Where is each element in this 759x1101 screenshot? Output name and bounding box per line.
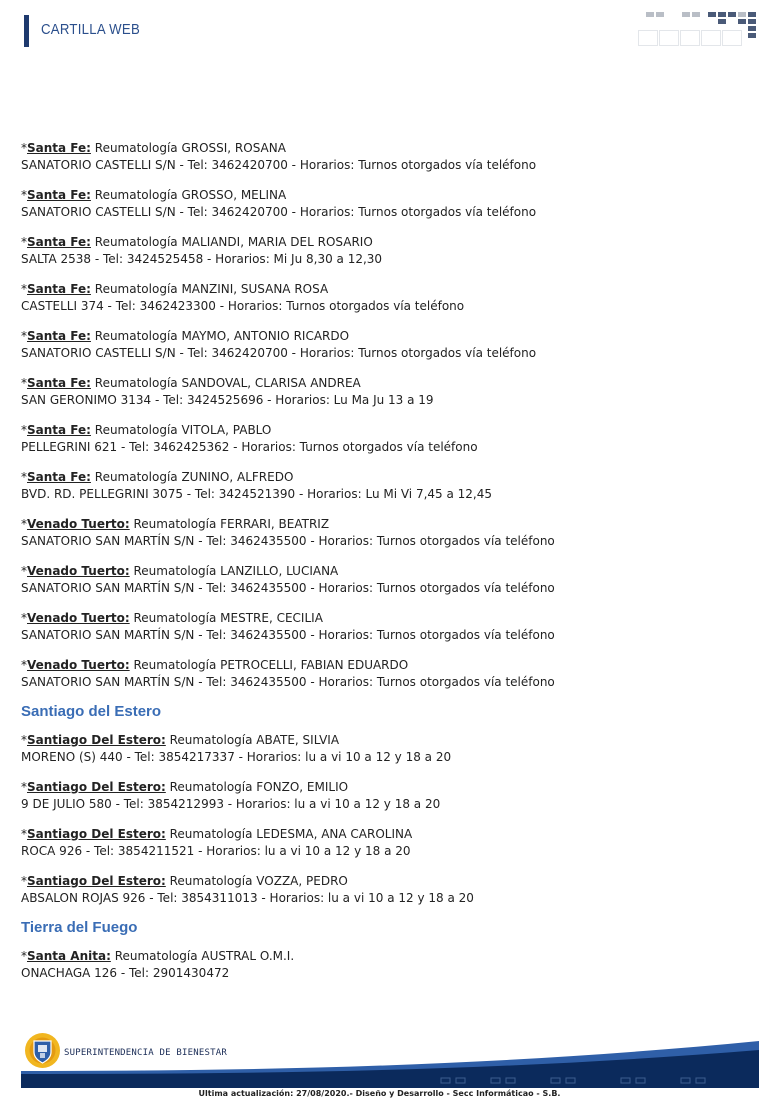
shield-logo-icon [24, 1032, 61, 1069]
provider-specialty: Reumatología MESTRE, CECILIA [129, 611, 323, 625]
list-item [21, 328, 751, 362]
location-link: Santa Fe: [27, 188, 91, 202]
list-item [21, 610, 751, 644]
provider-line: *Santa Fe: Reumatología SANDOVAL, CLARISA ANDREA [21, 376, 361, 390]
provider-line: *Santa Fe: Reumatología MALIANDI, MARIA DEL ROSARIO [21, 235, 373, 249]
provider-details: BVD. RD. PELLEGRINI 3075 - Tel: 3424521390 - Horarios: Lu Mi Vi 7,45 a 12,45 [21, 487, 493, 501]
provider-line: *Santa Fe: Reumatología MANZINI, SUSANA ROSA [21, 282, 329, 296]
provider-line: *Santa Fe: Reumatología MAYMO, ANTONIO RICARDO [21, 329, 350, 343]
header-accent-bar [24, 15, 29, 47]
provider-details: SANATORIO CASTELLI S/N - Tel: 3462420700 - Horarios: Turnos otorgados vía teléfono [21, 205, 537, 219]
provider-line: *Santiago Del Estero: Reumatología ABATE, SILVIA [21, 733, 340, 747]
location-link: Santiago Del Estero: [27, 827, 166, 841]
list-item [21, 234, 751, 268]
provider-specialty: Reumatología SANDOVAL, CLARISA ANDREA [90, 376, 361, 390]
provider-line: *Santa Fe: Reumatología ZUNINO, ALFREDO [21, 470, 294, 484]
location-link: Santiago Del Estero: [27, 780, 166, 794]
location-link: Santa Anita: [27, 949, 111, 963]
provider-specialty: Reumatología LANZILLO, LUCIANA [129, 564, 339, 578]
list-item [21, 563, 751, 597]
provider-specialty: Reumatología GROSSO, MELINA [90, 188, 287, 202]
provider-details: CASTELLI 374 - Tel: 3462423300 - Horarios: Turnos otorgados vía teléfono [21, 299, 465, 313]
provider-specialty: Reumatología ABATE, SILVIA [165, 733, 340, 747]
provider-line: *Venado Tuerto: Reumatología PETROCELLI, FABIAN EDUARDO [21, 658, 409, 672]
provider-details: SANATORIO SAN MARTÍN S/N - Tel: 3462435500 - Horarios: Turnos otorgados vía teléfono [21, 581, 555, 595]
provider-line: *Venado Tuerto: Reumatología LANZILLO, LUCIANA [21, 564, 339, 578]
provider-details: ONACHAGA 126 - Tel: 2901430472 [21, 966, 230, 980]
list-item [21, 469, 751, 503]
provider-specialty: Reumatología VITOLA, PABLO [90, 423, 272, 437]
list-item [21, 375, 751, 409]
location-link: Santiago Del Estero: [27, 733, 166, 747]
provider-line: *Santa Anita: Reumatología AUSTRAL O.M.I. [21, 949, 295, 963]
provider-line: *Santiago Del Estero: Reumatología FONZO, EMILIO [21, 780, 349, 794]
provider-specialty: Reumatología FERRARI, BEATRIZ [129, 517, 330, 531]
provider-specialty: Reumatología MALIANDI, MARIA DEL ROSARIO [90, 235, 373, 249]
list-item [21, 422, 751, 456]
provider-details: SANATORIO SAN MARTÍN S/N - Tel: 3462435500 - Horarios: Turnos otorgados vía teléfono [21, 675, 555, 689]
provider-line: *Santa Fe: Reumatología VITOLA, PABLO [21, 423, 272, 437]
location-link: Santa Fe: [27, 423, 91, 437]
provider-details: ROCA 926 - Tel: 3854211521 - Horarios: lu a vi 10 a 12 y 18 a 20 [21, 844, 411, 858]
list-item [21, 826, 751, 860]
provider-line: *Santa Fe: Reumatología GROSSO, MELINA [21, 188, 287, 202]
list-item [21, 779, 751, 813]
provider-details: PELLEGRINI 621 - Tel: 3462425362 - Horarios: Turnos otorgados vía teléfono [21, 440, 478, 454]
provider-line: *Santiago Del Estero: Reumatología LEDESMA, ANA CAROLINA [21, 827, 413, 841]
provider-specialty: Reumatología PETROCELLI, FABIAN EDUARDO [129, 658, 409, 672]
provider-details: SAN GERONIMO 3134 - Tel: 3424525696 - Horarios: Lu Ma Ju 13 a 19 [21, 393, 434, 407]
header-decoration [636, 10, 759, 46]
provider-specialty: Reumatología AUSTRAL O.M.I. [110, 949, 295, 963]
page-title: CARTILLA WEB [41, 21, 141, 38]
list-item [21, 516, 751, 550]
provider-specialty: Reumatología MANZINI, SUSANA ROSA [90, 282, 329, 296]
provider-specialty: Reumatología ZUNINO, ALFREDO [90, 470, 294, 484]
provider-details: SANATORIO CASTELLI S/N - Tel: 3462420700 - Horarios: Turnos otorgados vía teléfono [21, 158, 537, 172]
provider-details: SANATORIO SAN MARTÍN S/N - Tel: 3462435500 - Horarios: Turnos otorgados vía teléfono [21, 628, 555, 642]
provider-details: SALTA 2538 - Tel: 3424525458 - Horarios: Mi Ju 8,30 a 12,30 [21, 252, 383, 266]
location-link: Santa Fe: [27, 329, 91, 343]
provider-details: ABSALON ROJAS 926 - Tel: 3854311013 - Horarios: lu a vi 10 a 12 y 18 a 20 [21, 891, 474, 905]
list-item [21, 948, 751, 982]
provider-specialty: Reumatología FONZO, EMILIO [165, 780, 349, 794]
last-update-note: Ultima actualización: 27/08/2020.- Diseño y Desarrollo - Secc Informáticao - S.B. [198, 1089, 561, 1098]
provider-specialty: Reumatología GROSSI, ROSANA [90, 141, 286, 155]
list-item [21, 140, 751, 174]
provider-line: *Santa Fe: Reumatología GROSSI, ROSANA [21, 141, 286, 155]
location-link: Santa Fe: [27, 376, 91, 390]
location-link: Santa Fe: [27, 235, 91, 249]
list-item [21, 732, 751, 766]
provider-line: *Venado Tuerto: Reumatología FERRARI, BEATRIZ [21, 517, 330, 531]
footer-band [21, 1038, 759, 1088]
location-link: Venado Tuerto: [27, 564, 130, 578]
location-link: Santa Fe: [27, 282, 91, 296]
location-link: Santa Fe: [27, 470, 91, 484]
location-link: Venado Tuerto: [27, 658, 130, 672]
provider-details: MORENO (S) 440 - Tel: 3854217337 - Horarios: lu a vi 10 a 12 y 18 a 20 [21, 750, 452, 764]
location-link: Santa Fe: [27, 141, 91, 155]
provider-line: *Venado Tuerto: Reumatología MESTRE, CECILIA [21, 611, 323, 625]
provider-details: SANATORIO SAN MARTÍN S/N - Tel: 3462435500 - Horarios: Turnos otorgados vía teléfono [21, 534, 555, 548]
section-heading: Santiago del Estero [21, 703, 162, 720]
provider-line: *Santiago Del Estero: Reumatología VOZZA, PEDRO [21, 874, 348, 888]
provider-details: SANATORIO CASTELLI S/N - Tel: 3462420700 - Horarios: Turnos otorgados vía teléfono [21, 346, 537, 360]
provider-specialty: Reumatología VOZZA, PEDRO [165, 874, 348, 888]
provider-details: 9 DE JULIO 580 - Tel: 3854212993 - Horarios: lu a vi 10 a 12 y 18 a 20 [21, 797, 441, 811]
list-item [21, 657, 751, 691]
list-item [21, 873, 751, 907]
location-link: Venado Tuerto: [27, 517, 130, 531]
provider-list [21, 140, 751, 982]
provider-specialty: Reumatología MAYMO, ANTONIO RICARDO [90, 329, 350, 343]
location-link: Santiago Del Estero: [27, 874, 166, 888]
location-link: Venado Tuerto: [27, 611, 130, 625]
org-name: SUPERINTENDENCIA DE BIENESTAR [64, 1048, 227, 1058]
list-item [21, 281, 751, 315]
section-heading: Tierra del Fuego [21, 919, 138, 936]
list-item [21, 187, 751, 221]
provider-specialty: Reumatología LEDESMA, ANA CAROLINA [165, 827, 413, 841]
